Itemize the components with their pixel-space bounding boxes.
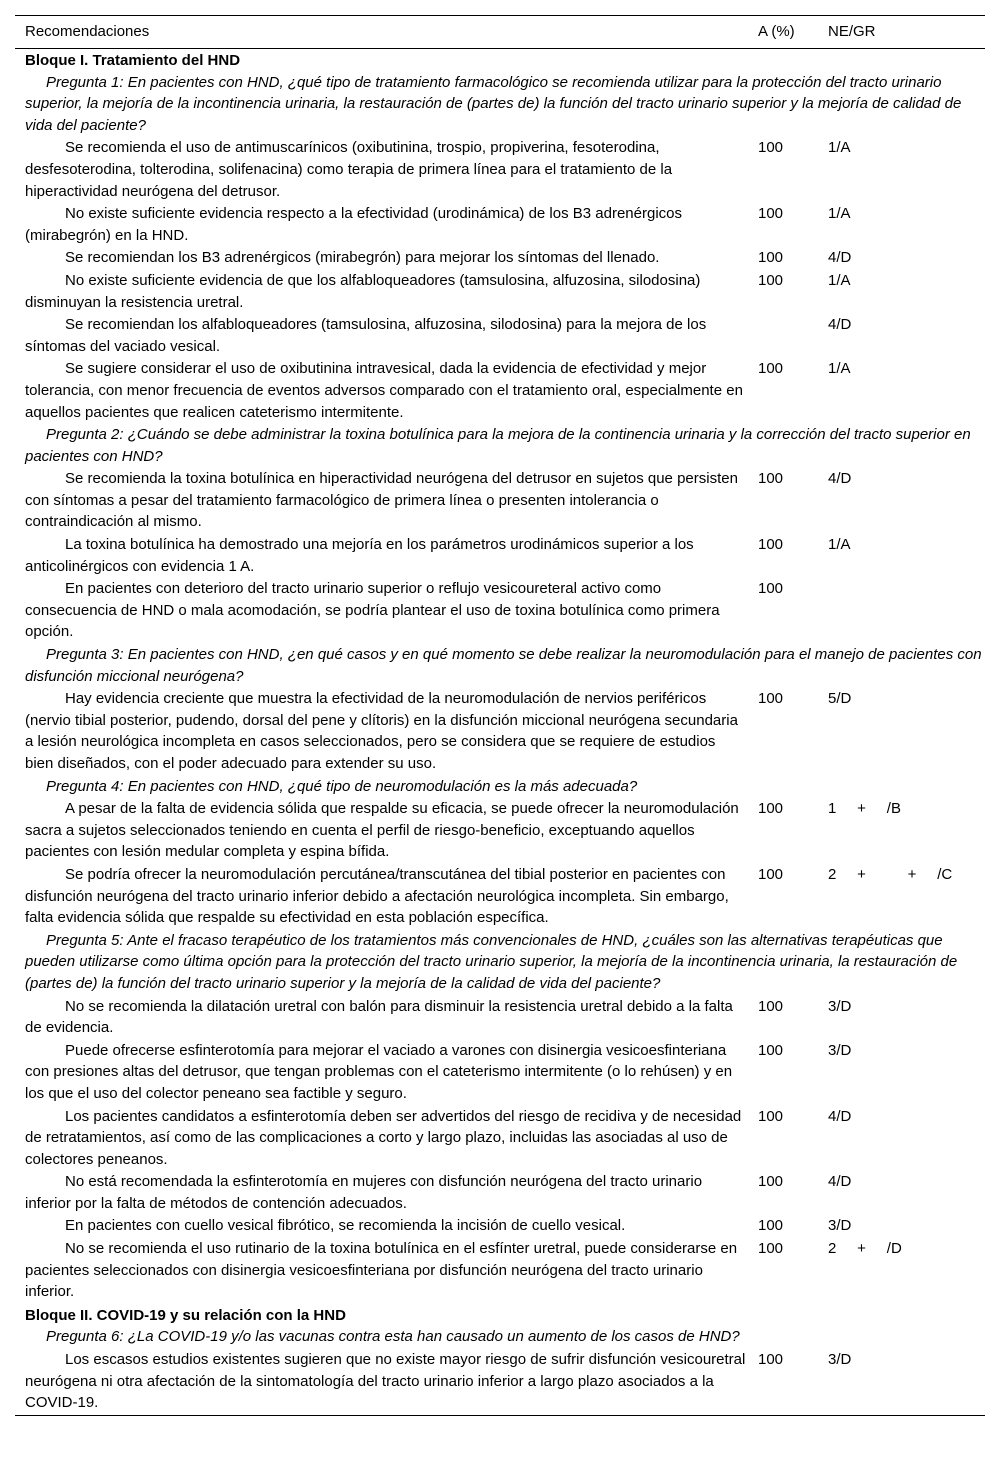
recommendation-row (15, 203, 985, 247)
evidence-grade: 1 + /B (828, 800, 901, 818)
evidence-grade: 1/A (828, 536, 851, 554)
recommendations-table (15, 15, 985, 1416)
agreement-percent: 100 (758, 1173, 784, 1191)
recommendation-text: No existe suficiente evidencia respecto a la efectividad (urodinámica) de los B3 adrenérgicos (mirabegrón) en la HND. (25, 205, 682, 244)
recommendation-text: No está recomendada la esfinterotomía en mujeres con disfunción neurógena del tracto urinario inferior por la falta de métodos de contención adecuados. (25, 1173, 703, 1212)
recommendation-text: La toxina botulínica ha demostrado una mejoría en los parámetros urodinámicos superior a los anticolinérgicos con evidencia 1 A. (25, 536, 694, 575)
recommendation-text: Se recomienda la toxina botulínica en hiperactividad neurógena del detrusor en sujetos que persisten con síntomas a pesar del tratamiento farmacológico de primera línea o presenten intolerancia o contraindicación al mismo. (25, 470, 738, 531)
evidence-grade: 3/D (828, 997, 852, 1015)
evidence-grade: 4/D (828, 316, 852, 334)
recommendation-row (15, 137, 985, 203)
evidence-grade: 2 + /D (828, 1240, 902, 1258)
block-row (15, 1304, 985, 1327)
evidence-grade: 4/D (828, 1173, 852, 1191)
evidence-grade: 3/D (828, 1217, 852, 1235)
agreement-percent: 100 (758, 139, 784, 157)
recommendation-text: No se recomienda la dilatación uretral con balón para disminuir la resistencia uretral debido a la falta de evidencia. (25, 997, 733, 1037)
recommendation-text: No se recomienda el uso rutinario de la toxina botulínica en el esfínter uretral, puede considerarse en pacientes seleccionados con disinergia vesicoesfinteriana por disfunción neurógena del tracto urinario inferior. (25, 1240, 738, 1301)
recommendation-text: En pacientes con deterioro del tracto urinario superior o reflujo vesicoureteral activo como consecuencia de HND o mala acomodación, se podría plantear el uso de toxina botulínica como primera opción. (25, 580, 720, 641)
recommendation-text: Se recomienda el uso de antimuscarínicos (oxibutinina, trospio, propiverina, fesoterodina, desfesoterodina, tolterodina, solifenacina) como terapia de primera línea para el tratamiento de la hiperactividad neurógena del detrusor. (25, 139, 673, 200)
agreement-percent: 100 (758, 271, 784, 289)
question-row (15, 1326, 985, 1349)
question-text: Pregunta 4: En pacientes con HND, ¿qué tipo de neuromodulación es la más adecuada? (46, 777, 638, 795)
block-row (15, 49, 985, 72)
recommendation-text: No existe suficiente evidencia de que los alfabloqueadores (tamsulosina, alfuzosina, silodosina) disminuyan la resistencia uretral. (25, 271, 701, 311)
agreement-percent: 100 (758, 690, 784, 708)
question-text: Pregunta 3: En pacientes con HND, ¿en qué casos y en qué momento se debe realizar la neuromodulación para el manejo de pacientes con disfunción miccional neurógena? (25, 646, 982, 685)
evidence-grade: 1/A (828, 360, 851, 378)
recommendation-text: Hay evidencia creciente que muestra la efectividad de la neuromodulación de nervios periféricos (nervio tibial posterior, pudendo, dorsal del pene y clítoris) en la disfunción miccional neurógena secundaria a lesión neurológica incompleta en casos seleccionados, pero se considera que se requiere de estudios bien diseñados, con el poder adecuado para extender su uso. (25, 690, 738, 772)
evidence-grade: 1/A (828, 205, 851, 223)
recommendation-text: En pacientes con cuello vesical fibrótico, se recomienda la incisión de cuello vesical. (65, 1217, 626, 1235)
question-text: Pregunta 6: ¿La COVID-19 y/o las vacunas contra esta han causado un aumento de los casos de HND? (46, 1328, 740, 1346)
agreement-percent: 100 (758, 997, 784, 1015)
recommendation-row (15, 1171, 985, 1215)
evidence-grade: 3/D (828, 1041, 852, 1059)
evidence-grade: 4/D (828, 249, 852, 267)
agreement-percent: 100 (758, 1041, 784, 1059)
recommendation-row (15, 864, 985, 930)
question-row (15, 776, 985, 799)
recommendation-row (15, 1349, 985, 1415)
question-row (15, 644, 985, 688)
recommendation-row (15, 798, 985, 864)
agreement-percent (747, 314, 817, 358)
header-a-percent: A (%) (758, 23, 795, 41)
agreement-percent: 100 (758, 205, 784, 223)
question-row (15, 424, 985, 468)
recommendation-text: A pesar de la falta de evidencia sólida que respalde su eficacia, se puede ofrecer la neuromodulación sacra a sujetos seleccionados teniendo en cuenta el perfil de riesgo-beneficio, exceptuando aquellos pacientes con lesión medular completa y espina bífida. (25, 800, 739, 861)
header-row (15, 16, 985, 49)
recommendation-row (15, 1215, 985, 1238)
recommendation-row (15, 1040, 985, 1106)
agreement-percent: 100 (758, 580, 784, 598)
agreement-percent: 100 (758, 1240, 784, 1258)
agreement-percent: 100 (758, 1217, 784, 1235)
agreement-percent: 100 (758, 1351, 784, 1369)
recommendation-row (15, 996, 985, 1040)
recommendation-row (15, 314, 985, 358)
recommendation-text: Los pacientes candidatos a esfinterotomía deben ser advertidos del riesgo de recidiva y de necesidad de retratamientos, así como de las complicaciones a corto y largo plazo, incluidas las asociadas al uso de colectores peneanos. (25, 1107, 742, 1168)
evidence-grade (817, 578, 985, 644)
agreement-percent: 100 (758, 536, 784, 554)
question-row (15, 930, 985, 996)
evidence-grade: 2 + + /C (828, 865, 953, 883)
evidence-grade: 1/A (828, 271, 851, 289)
header-ne-gr: NE/GR (828, 23, 876, 41)
recommendation-text: Los escasos estudios existentes sugieren que no existe mayor riesgo de sufrir disfunción vesicouretral neurógena ni otra afectación de la sintomatología del tracto urinario inferior a largo plazo asociados a la COVID-19. (25, 1351, 746, 1412)
evidence-grade: 3/D (828, 1351, 852, 1369)
table-body (15, 49, 985, 1416)
question-text: Pregunta 1: En pacientes con HND, ¿qué tipo de tratamiento farmacológico se recomienda utilizar para la protección del tracto urinario superior, la mejoría de la incontinencia urinaria, la restauración de (partes de) la función del tracto urinario superior y la mejoría de calidad de vida del paciente? (25, 73, 962, 134)
question-row (15, 72, 985, 138)
agreement-percent: 100 (758, 470, 784, 488)
question-text: Pregunta 5: Ante el fracaso terapéutico de los tratamientos más convencionales de HND, ¿cuáles son las alternativas terapéuticas que pueden utilizarse como última opción para la protección del tracto urinario superior, la mejoría de la incontinencia urinaria, la restauración de (partes de) la función del tracto urinario superior y la mejoría de la calidad de vida del paciente? (25, 931, 958, 992)
agreement-percent: 100 (758, 249, 784, 267)
question-text: Pregunta 2: ¿Cuándo se debe administrar la toxina botulínica para la mejora de la continencia urinaria y la corrección del tracto superior en pacientes con HND? (25, 426, 971, 465)
header-recomendaciones: Recomendaciones (25, 23, 150, 41)
evidence-grade: 4/D (828, 470, 852, 488)
evidence-grade: 5/D (828, 690, 852, 708)
recommendation-row (15, 358, 985, 424)
agreement-percent: 100 (758, 800, 784, 818)
agreement-percent: 100 (758, 1107, 784, 1125)
recommendation-text: Se podría ofrecer la neuromodulación percutánea/transcutánea del tibial posterior en pacientes con disfunción neurógena del tracto urinario inferior debido a afectación neurológica incompleta. Sin embargo, falta evidencia sólida que respalde su efectividad en esta población específica. (25, 865, 729, 927)
agreement-percent: 100 (758, 360, 784, 378)
recommendation-row (15, 270, 985, 314)
evidence-grade: 1/A (828, 139, 851, 157)
recommendation-row (15, 1238, 985, 1304)
block-heading: Bloque II. COVID-19 y su relación con la HND (25, 1306, 346, 1324)
recommendation-text: Se sugiere considerar el uso de oxibutinina intravesical, dada la evidencia de efectividad y mejor tolerancia, con menor frecuencia de eventos adversos comparado con el tratamiento oral, especialmente en aquellos pacientes que realicen cateterismo intermitente. (25, 360, 743, 421)
table-header (15, 16, 985, 49)
recommendation-text: Se recomiendan los B3 adrenérgicos (mirabegrón) para mejorar los síntomas del llenado. (65, 249, 660, 267)
recommendation-row (15, 247, 985, 270)
agreement-percent: 100 (758, 865, 784, 883)
recommendation-row (15, 1106, 985, 1172)
recommendation-row (15, 468, 985, 534)
recommendation-row (15, 688, 985, 775)
recommendation-row (15, 578, 985, 644)
evidence-grade: 4/D (828, 1107, 852, 1125)
recommendation-row (15, 534, 985, 578)
block-heading: Bloque I. Tratamiento del HND (25, 52, 241, 69)
recommendation-text: Puede ofrecerse esfinterotomía para mejorar el vaciado a varones con disinergia vesicoesfinteriana con presiones altas del detrusor, que tengan problemas con el cateterismo intermitente (o lo rehúsen) y en los que el uso del colector peneano sea factible y seguro. (25, 1041, 733, 1102)
recommendation-text: Se recomiendan los alfabloqueadores (tamsulosina, alfuzosina, silodosina) para la mejora de los síntomas del vaciado vesical. (25, 316, 707, 355)
